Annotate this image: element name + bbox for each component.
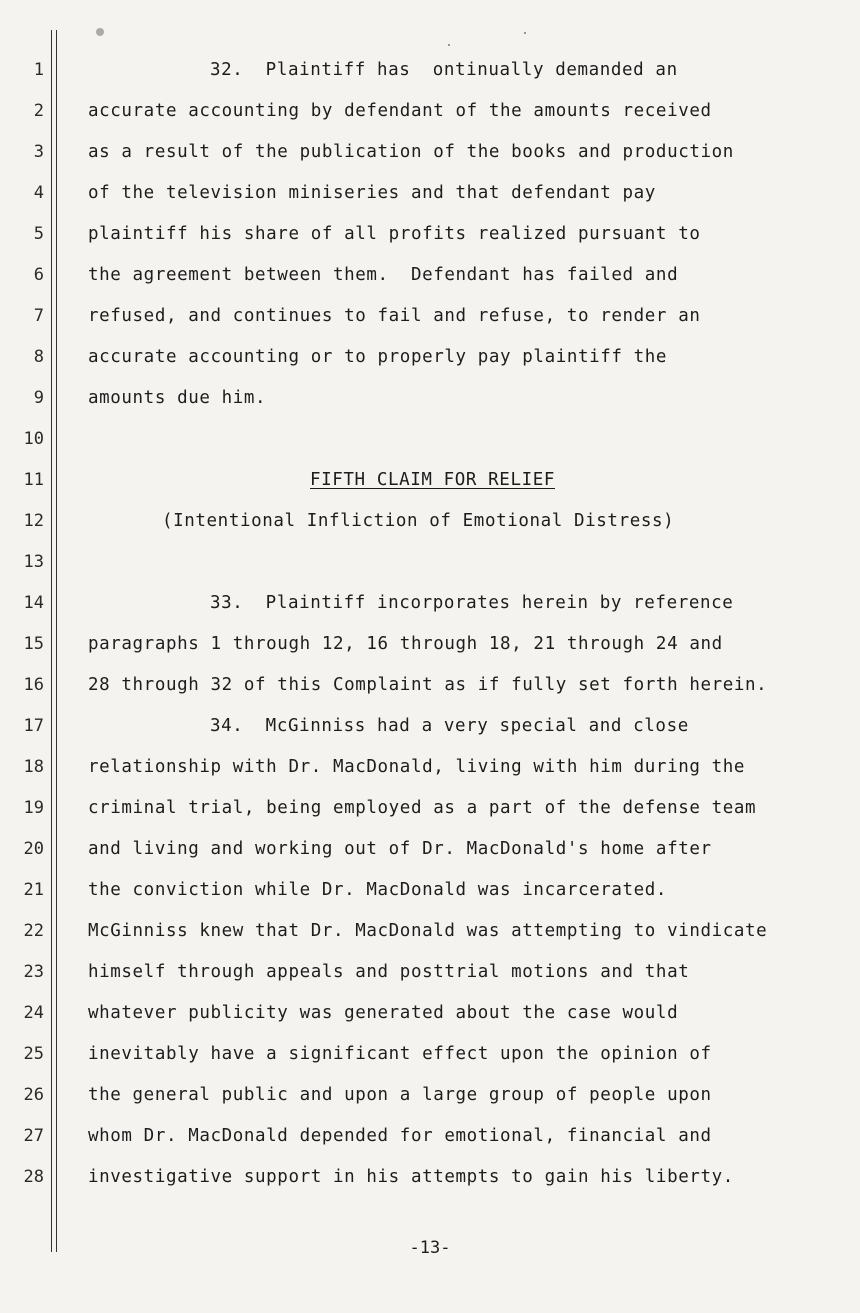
paragraph-32-line: accurate accounting or to properly pay plaintiff the [88, 347, 668, 367]
paragraph-33-line: 28 through 32 of this Complaint as if fully set forth herein. [88, 675, 768, 695]
line-number: 3 [33, 142, 44, 162]
line-number: 2 [33, 101, 44, 121]
scan-speck [448, 44, 450, 46]
line-number: 7 [33, 306, 44, 326]
paragraph-33-line: paragraphs 1 through 12, 16 through 18, 21 through 24 and [88, 634, 723, 654]
line-number: 17 [23, 716, 44, 736]
claim-subheading: (Intentional Infliction of Emotional Distress) [162, 511, 675, 531]
paragraph-34-line: relationship with Dr. MacDonald, living with him during the [88, 757, 746, 777]
paragraph-34-line: and living and working out of Dr. MacDonald's home after [88, 839, 712, 859]
paragraph-32-line: refused, and continues to fail and refuse, to render an [88, 306, 701, 326]
scan-speck [524, 32, 526, 34]
line-number: 10 [23, 429, 44, 449]
paragraph-34-line: 34. McGinniss had a very special and close [210, 716, 689, 736]
claim-heading: FIFTH CLAIM FOR RELIEF [310, 470, 555, 490]
line-number: 13 [23, 552, 44, 572]
line-number: 24 [23, 1003, 44, 1023]
paragraph-34-line: investigative support in his attempts to gain his liberty. [88, 1167, 734, 1187]
paragraph-34-line: criminal trial, being employed as a part of the defense team [88, 798, 757, 818]
line-number: 5 [33, 224, 44, 244]
paragraph-34-line: himself through appeals and posttrial motions and that [88, 962, 690, 982]
line-number: 4 [33, 183, 44, 203]
line-number: 21 [23, 880, 44, 900]
paragraph-32-line: amounts due him. [88, 388, 267, 408]
margin-rule-right [56, 30, 57, 1252]
paragraph-32-line: the agreement between them. Defendant has failed and [88, 265, 679, 285]
paragraph-34-line: the conviction while Dr. MacDonald was incarcerated. [88, 880, 668, 900]
line-number: 15 [23, 634, 44, 654]
line-number: 8 [33, 347, 44, 367]
line-number: 28 [23, 1167, 44, 1187]
line-number: 9 [33, 388, 44, 408]
line-number: 11 [23, 470, 44, 490]
paragraph-32-line: 32. Plaintiff has ontinually demanded an [210, 60, 678, 80]
line-number: 14 [23, 593, 44, 613]
paragraph-34-line: McGinniss knew that Dr. MacDonald was attempting to vindicate [88, 921, 768, 941]
paragraph-32-line: of the television miniseries and that defendant pay [88, 183, 656, 203]
line-number-column [0, 0, 48, 1313]
line-number: 18 [23, 757, 44, 777]
line-number: 20 [23, 839, 44, 859]
line-number: 25 [23, 1044, 44, 1064]
paragraph-33-line: 33. Plaintiff incorporates herein by reference [210, 593, 734, 613]
line-number: 16 [23, 675, 44, 695]
scan-speck [96, 28, 104, 36]
line-number: 26 [23, 1085, 44, 1105]
paragraph-34-line: whom Dr. MacDonald depended for emotional, financial and [88, 1126, 712, 1146]
paragraph-32-line: accurate accounting by defendant of the amounts received [88, 101, 712, 121]
paragraph-34-line: whatever publicity was generated about the case would [88, 1003, 679, 1023]
line-number: 1 [33, 60, 44, 80]
line-number: 23 [23, 962, 44, 982]
line-number: 27 [23, 1126, 44, 1146]
paragraph-34-line: the general public and upon a large group of people upon [88, 1085, 712, 1105]
line-number: 12 [23, 511, 44, 531]
paragraph-32-line: as a result of the publication of the books and production [88, 142, 734, 162]
line-number: 19 [23, 798, 44, 818]
line-number: 22 [23, 921, 44, 941]
page-number: -13- [409, 1238, 451, 1258]
line-number: 6 [33, 265, 44, 285]
paragraph-32-line: plaintiff his share of all profits realized pursuant to [88, 224, 701, 244]
paragraph-34-line: inevitably have a significant effect upon the opinion of [88, 1044, 712, 1064]
margin-rule-left [51, 30, 52, 1252]
